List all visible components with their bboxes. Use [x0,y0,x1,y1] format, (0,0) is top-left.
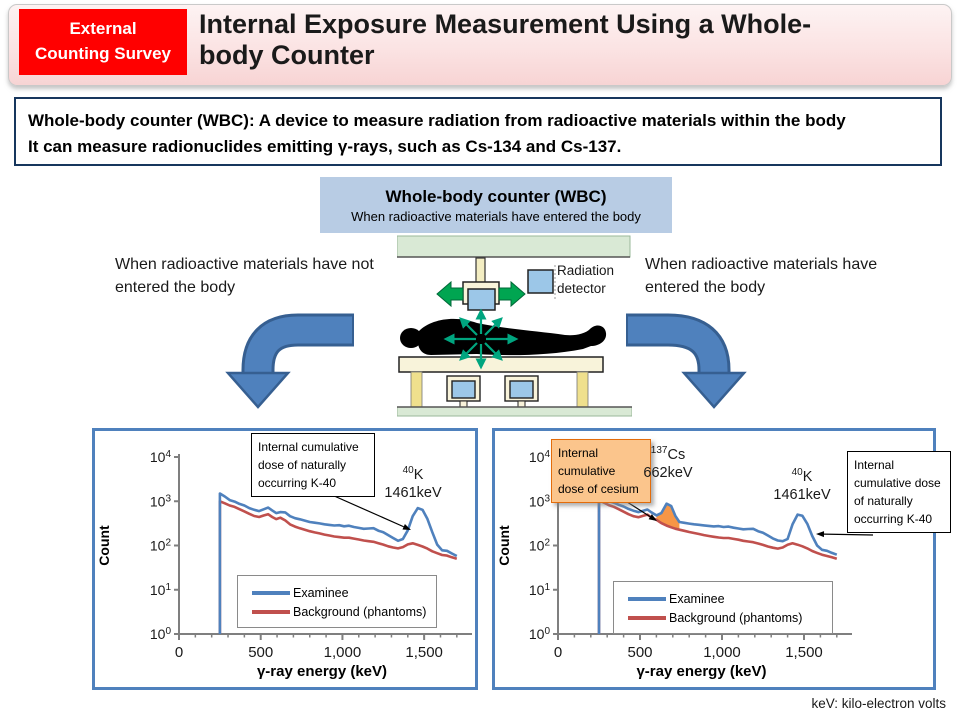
svg-text:101: $10^1$ [528,581,550,598]
annotation-k40-left: Internal cumulative dose of naturally occurring K-40 [251,433,375,497]
kev-footnote: keV: kilo-electron volts [811,696,946,711]
background-line-swatch [628,616,666,620]
caption-entered: When radioactive materials have entered the body [645,256,878,297]
header [8,4,952,86]
under-detector-2-stand [518,401,525,407]
svg-text:104: $10^4$ [528,449,550,465]
annotation-cesium: Internal cumulative dose of cesium [551,439,651,503]
svg-text:γ-ray energy (keV): γ-ray energy (keV) [256,663,388,680]
svg-text:500: 500 [248,644,274,661]
elbow-arrow-left-icon [228,330,354,407]
svg-text:1,500: 1,500 [405,644,443,661]
svg-text:Count: Count [96,525,112,566]
svg-text:100: $10^0$ [149,626,171,642]
tag-line-2: Counting Survey [34,44,171,63]
svg-text:101: $10^1$ [149,581,171,598]
external-counting-survey-tag [19,9,187,75]
isotope-label-k40-left: $^{40}$K 1461keV [384,465,442,501]
svg-text:0: 0 [174,644,184,661]
legend-item-background: Background (phantoms) [628,608,824,627]
scan-left-arrow-icon [437,282,463,306]
svg-text:0: 0 [553,644,563,661]
scan-right-arrow-icon [499,282,525,306]
isotope-label-cs137: $^{137}$Cs 662keV [643,445,693,481]
svg-text:1,000: 1,000 [703,644,741,661]
svg-text:Count: Count [496,525,512,566]
svg-text:1,500: 1,500 [785,644,823,661]
intro-line-2: It can measure radionuclides emitting γ-rays, such as Cs-134 and Cs-137. [28,136,622,156]
legend-item-background: Background (phantoms) [252,602,428,621]
svg-text:100: $10^0$ [528,626,550,642]
svg-text:104: $10^4$ [149,449,171,465]
intro-line-1: Whole-body counter (WBC): A device to measure radiation from radioactive materials within the body [28,111,846,130]
tag-line-1: External [69,19,137,39]
legend-item-examinee: Examinee [628,589,824,608]
radiation-detector-symbol [528,270,553,293]
page-title: Internal Exposure Measurement Using a Whole-body Counter [199,9,812,70]
svg-text:103: $10^3$ [149,493,171,510]
intro-box [14,97,942,166]
svg-text:500: 500 [627,644,653,661]
svg-text:103: $10^3$ [528,493,550,510]
annotation-k40-right: Internal cumulative dose of naturally occurring K-40 [847,451,951,533]
svg-text:102: $10^2$ [528,537,550,554]
under-detector-1-screen [452,381,475,398]
svg-text:1,000: 1,000 [323,644,362,661]
chart-not-entered [92,428,478,690]
person-silhouette [418,319,606,355]
table-leg-right [577,372,588,407]
wbc-title-box [320,177,672,233]
under-detector-2-screen [510,381,533,398]
background-line-swatch [252,610,290,614]
elbow-arrow-right-icon [626,330,744,407]
ceiling [397,236,630,257]
bed-table [399,357,603,372]
svg-text:102: $10^2$ [149,537,171,554]
examinee-line-swatch [628,597,666,601]
chart-legend-right [613,581,833,634]
isotope-label-k40-right: $^{40}$K 1461keV [773,467,831,503]
legend-item-examinee: Examinee [252,583,428,602]
examinee-line-swatch [252,591,290,595]
radiation-detector-label: Radiation detector [557,263,615,296]
svg-text:γ-ray energy (keV): γ-ray energy (keV) [636,663,767,680]
floor [397,407,632,416]
caption-not-entered: When radioactive materials have not entered the body [115,256,374,297]
wbc-box-title: Whole-body counter (WBC) [385,186,607,206]
wbc-box-subtitle: When radioactive materials have entered the body [351,208,641,224]
chart-legend-left [237,575,437,628]
chart-entered [492,428,941,690]
under-detector-1-stand [460,401,467,407]
table-leg-left [411,372,422,407]
detector-rod [476,258,485,284]
detector-screen [468,289,495,310]
